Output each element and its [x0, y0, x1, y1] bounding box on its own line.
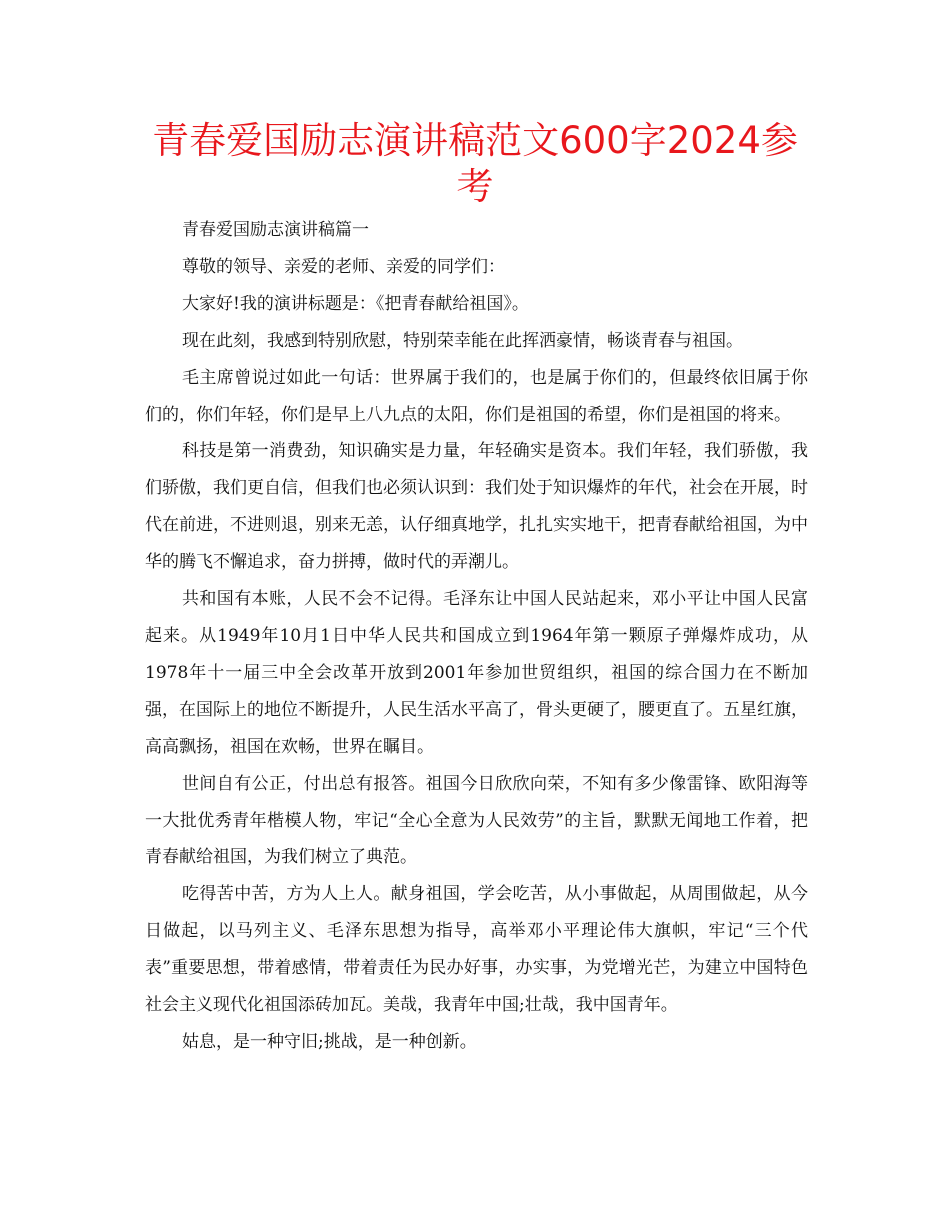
paragraph-salutation: 尊敬的领导、亲爱的老师、亲爱的同学们：	[182, 256, 505, 277]
paragraph: 现在此刻，我感到特别欣慰，特别荣幸能在此挥洒豪情，畅谈青春与祖国。	[182, 330, 743, 351]
paragraph: 姑息，是一种守旧;挑战，是一种创新。	[182, 1031, 477, 1052]
paragraph: 毛主席曾说过如此一句话：世界属于我们的，也是属于你们的，但最终依旧属于你们的，你们年轻，你们是早上八九点的太阳，你们是祖国的希望，你们是祖国的将来。	[145, 367, 808, 425]
document-body	[145, 212, 808, 1061]
paragraph-heading: 青春爱国励志演讲稿篇一	[182, 220, 369, 240]
paragraph: 科技是第一消费劲，知识确实是力量，年轻确实是资本。我们年轻，我们骄傲，我们骄傲，我们更自信，但我们也必须认识到：我们处于知识爆炸的年代，社会在开展，时代在前进，不进则退，别来无恙，认仔细真地学，扎扎实实地干，把青春献给祖国，为中华的腾飞不懈追求，奋力拼搏，做时代的弄潮儿。	[145, 441, 808, 573]
paragraph: 吃得苦中苦，方为人上人。献身祖国，学会吃苦，从小事做起，从周围做起，从今日做起，以马列主义、毛泽东思想为指导，高举邓小平理论伟大旗帜，牢记“三个代表”重要思想，带着感情，带着责任为民办好事，办实事，为党增光芒，为建立中国特色社会主义现代化祖国添砖加瓦。美哉，我青年中国;壮哉，我中国青年。	[145, 884, 808, 1016]
paragraph: 世间自有公正，付出总有报答。祖国今日欣欣向荣，不知有多少像雷锋、欧阳海等一大批优秀青年楷模人物，牢记“全心全意为人民效劳”的主旨，默默无闻地工作着，把青春献给祖国，为我们树立了典范。	[145, 773, 808, 868]
paragraph-greeting: 大家好!我的演讲标题是：《把青春献给祖国》。	[182, 293, 529, 314]
paragraph: 共和国有本账，人民不会不记得。毛泽东让中国人民站起来，邓小平让中国人民富起来。从1949年10月1日中华人民共和国成立到1964年第一颗原子弹爆炸成功，从1978年十一届三中全会改革开放到2001年参加世贸组织，祖国的综合国力在不断加强，在国际上的地位不断提升，人民生活水平高了，骨头更硬了，腰更直了。五星红旗，高高飘扬，祖国在欢畅，世界在瞩目。	[145, 589, 808, 757]
document-title: 青春爱国励志演讲稿范文600字2024参考	[152, 119, 798, 208]
